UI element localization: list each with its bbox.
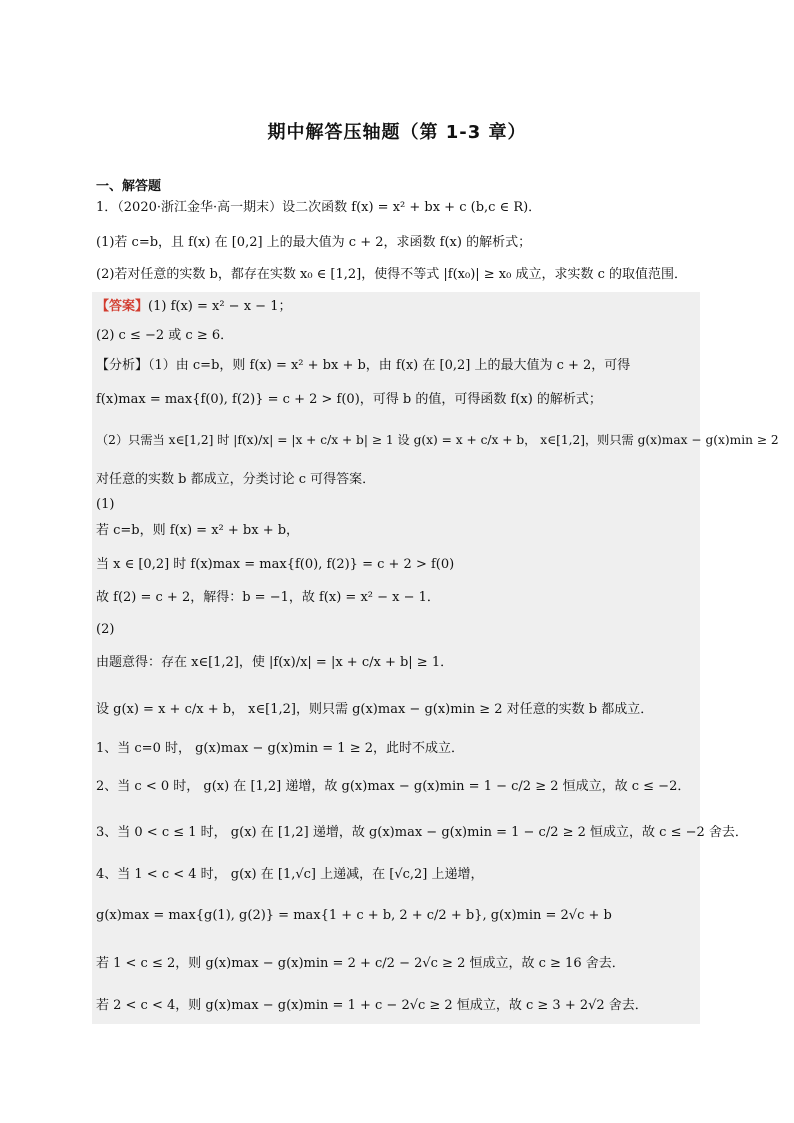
solution-line-4: 由题意得：存在 x∈[1,2]，使 |f(x)/x| = |x + c/x + b| ≥ 1．	[96, 655, 454, 670]
answer-2: (2) c ≤ −2 或 c ≥ 6．	[96, 328, 234, 343]
analysis-line-4: 对任意的实数 b 都成立，分类讨论 c 可得答案．	[96, 472, 376, 487]
analysis-line-1: 【分析】（1）由 c=b，则 f(x) = x² + bx + b，由 f(x) 在 [0,2] 上的最大值为 c + 2，可得	[96, 358, 631, 373]
solution-line-5: 设 g(x) = x + c/x + b， x∈[1,2]，则只需 g(x)max − g(x)min ≥ 2 对任意的实数 b 都成立．	[96, 702, 654, 717]
solution-line-2: 当 x ∈ [0,2] 时 f(x)max = max{f(0), f(2)} = c + 2 > f(0)	[96, 557, 455, 572]
analysis-line-2: f(x)max = max{f(0), f(2)} = c + 2 > f(0)，可得 b 的值，可得函数 f(x) 的解析式；	[96, 392, 602, 407]
case-4-max-min: g(x)max = max{g(1), g(2)} = max{1 + c + b, 2 + c/2 + b}, g(x)min = 2√c + b	[96, 908, 612, 923]
section-heading: 一、解答题	[96, 179, 162, 194]
case-2: 2、当 c < 0 时， g(x) 在 [1,2] 递增，故 g(x)max − g(x)min = 1 − c/2 ≥ 2 恒成立，故 c ≤ −2．	[96, 779, 691, 794]
case-4: 4、当 1 < c < 4 时， g(x) 在 [1,√c] 上递减，在 [√c,2] 上递增，	[96, 867, 484, 882]
solution-part-1-label: (1)	[96, 497, 115, 512]
solution-part-2-label: (2)	[96, 622, 115, 637]
case-4-sub-a: 若 1 < c ≤ 2，则 g(x)max − g(x)min = 2 + c/2 − 2√c ≥ 2 恒成立，故 c ≥ 16 舍去．	[96, 956, 625, 971]
page-title: 期中解答压轴题（第 1-3 章）	[267, 122, 527, 143]
answer-1: (1) f(x) = x² − x − 1；	[148, 299, 292, 314]
solution-line-3: 故 f(2) = c + 2，解得：b = −1，故 f(x) = x² − x − 1．	[96, 590, 440, 605]
answer-line-1	[96, 298, 698, 316]
answer-tag: 【答案】	[96, 299, 149, 314]
case-3: 3、当 0 < c ≤ 1 时， g(x) 在 [1,2] 递增，故 g(x)max − g(x)min = 1 − c/2 ≥ 2 恒成立，故 c ≤ −2 舍去．	[96, 825, 748, 840]
question-part-2: (2)若对任意的实数 b，都存在实数 x₀ ∈ [1,2]，使得不等式 |f(x₀)| ≥ x₀ 成立，求实数 c 的取值范围．	[96, 267, 688, 282]
question-stem: 1．（2020·浙江金华·高一期末）设二次函数 f(x) = x² + bx + c (b,c ∈ R)．	[96, 200, 542, 215]
question-part-1: (1)若 c=b，且 f(x) 在 [0,2] 上的最大值为 c + 2，求函数 f(x) 的解析式；	[96, 235, 532, 250]
case-1: 1、当 c=0 时， g(x)max − g(x)min = 1 ≥ 2，此时不成立．	[96, 741, 464, 756]
case-4-sub-b: 若 2 < c < 4，则 g(x)max − g(x)min = 1 + c − 2√c ≥ 2 恒成立，故 c ≥ 3 + 2√2 舍去．	[96, 998, 648, 1013]
solution-line-1: 若 c=b，则 f(x) = x² + bx + b，	[96, 523, 300, 538]
analysis-line-3: （2）只需当 x∈[1,2] 时 |f(x)/x| = |x + c/x + b| ≥ 1 设 g(x) = x + c/x + b， x∈[1,2]，则只需 g(x)max − g(x)min ≥ 2	[96, 433, 779, 447]
